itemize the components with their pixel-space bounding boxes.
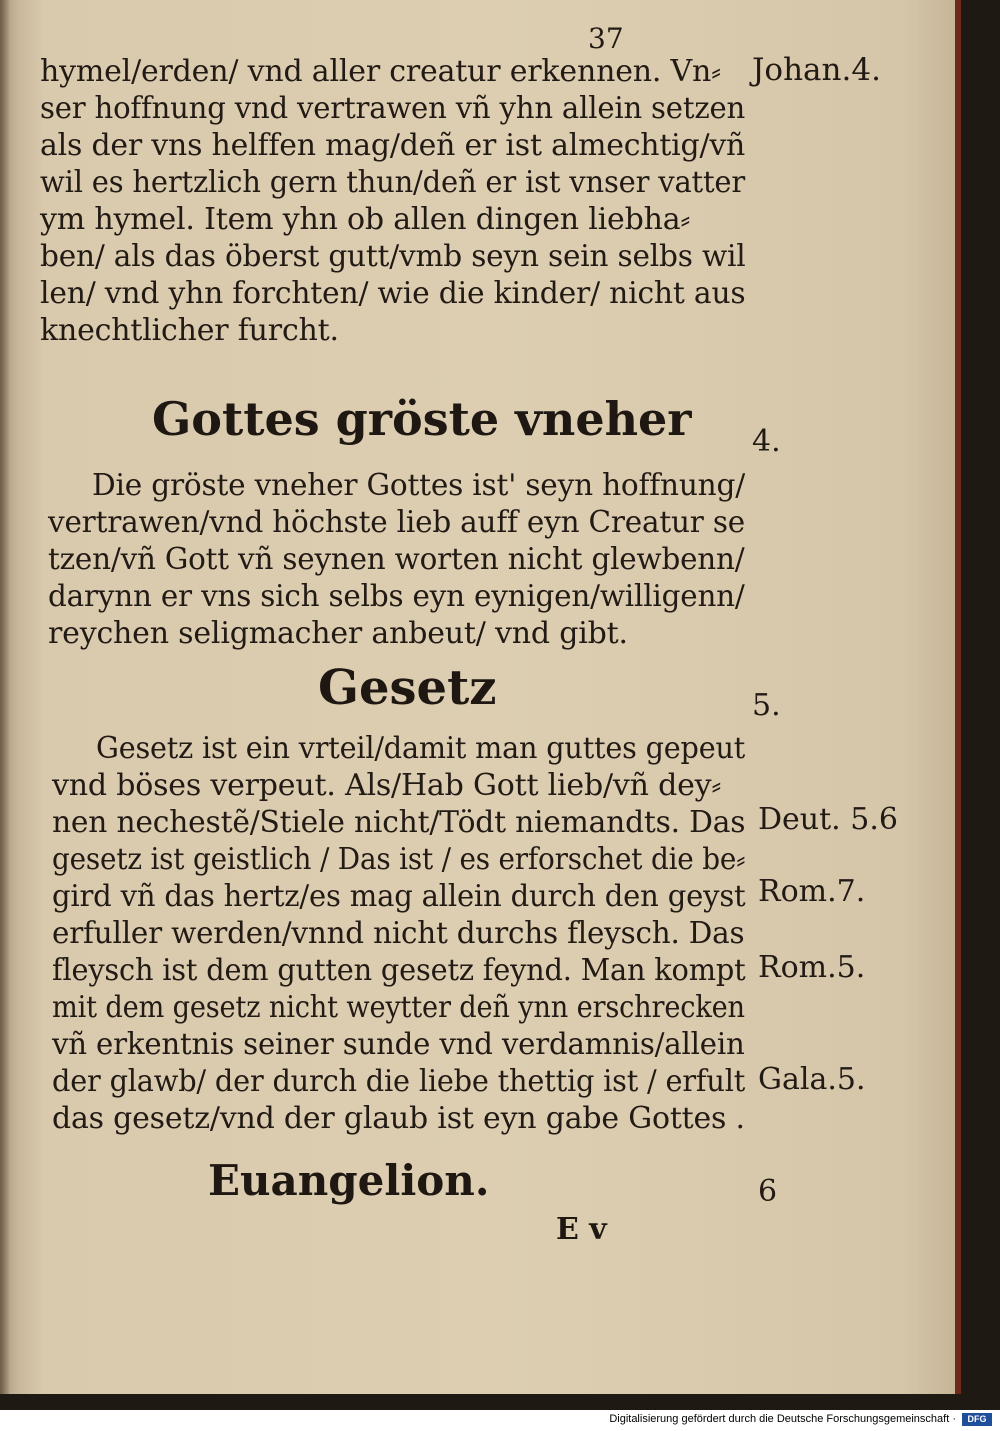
margin-reference-deut: Deut. 5.6 [758, 802, 898, 837]
text-line: reychen seligmacher anbeut/ vnd gibt. [48, 616, 628, 651]
margin-number-6: 6 [758, 1174, 778, 1209]
margin-number-5: 5. [752, 688, 781, 723]
text-line: len/ vnd yhn forchten/ wie die kinder/ nicht aus [40, 276, 746, 311]
text-line: mit dem gesetz nicht weytter deñ ynn erschrecken [52, 990, 745, 1025]
text-line: vñ erkentnis seiner sunde vnd verdamnis/allein [52, 1027, 745, 1062]
text-line: gird vñ das hertz/es mag allein durch den geyst [52, 879, 746, 914]
text-line: Die gröste vneher Gottes ist' seyn hoffnung/ [92, 468, 745, 503]
text-line: erfuller werden/vnnd nicht durchs fleysch. Das [52, 916, 745, 951]
margin-reference-gala: Gala.5. [758, 1062, 866, 1097]
text-line: ben/ als das öberst gutt/vmb seyn sein selbs wil [40, 239, 746, 274]
dfg-logo: DFG [962, 1413, 992, 1426]
text-line: Gesetz ist ein vrteil/damit man guttes gepeut [96, 731, 746, 766]
text-line: ym hymel. Item yhn ob allen dingen liebha⸗ [40, 202, 691, 237]
margin-reference-rom7: Rom.7. [758, 874, 866, 909]
text-line: gesetz ist geistlich / Das ist / es erforschet die be⸗ [52, 842, 746, 877]
section-heading: Gesetz [318, 660, 497, 716]
text-line: wil es hertzlich gern thun/deñ er ist vnser vatter [40, 165, 746, 200]
text-line: ser hoffnung vnd vertrawen vñ yhn allein setzen [40, 91, 746, 126]
text-line: der glawb/ der durch die liebe thettig ist / erfult [52, 1064, 746, 1099]
text-line: darynn er vns sich selbs eyn eynigen/willigenn/ [48, 579, 745, 614]
margin-reference-johan: Johan.4. [752, 52, 881, 88]
text-line: vnd böses verpeut. Als/Hab Gott lieb/vñ dey⸗ [52, 768, 722, 803]
text-line: nen nechestẽ/Stiele nicht/Tödt niemandts. Das [52, 805, 746, 840]
text-line: hymel/erden/ vnd aller creatur erkennen. Vn⸗ [40, 54, 721, 89]
text-line: vertrawen/vnd höchste lieb auff eyn Creatur se [48, 505, 746, 540]
section-heading: Euangelion. [208, 1156, 490, 1205]
page-edge [955, 0, 961, 1394]
margin-number-4: 4. [752, 424, 781, 459]
section-heading: Gottes gröste vneher [152, 392, 692, 446]
text-line: das gesetz/vnd der glaub ist eyn gabe Gottes . [52, 1101, 745, 1136]
digitization-credit: Digitalisierung gefördert durch die Deutsche Forschungsgemeinschaft · [609, 1413, 956, 1425]
text-line: als der vns helffen mag/deñ er ist almechtig/vñ [40, 128, 746, 163]
page-number: 37 [588, 22, 624, 55]
text-line: knechtlicher furcht. [40, 313, 339, 348]
signature-mark: E v [556, 1212, 607, 1247]
margin-reference-rom5: Rom.5. [758, 950, 866, 985]
text-line: tzen/vñ Gott vñ seynen worten nicht glewbenn/ [48, 542, 745, 577]
text-line: fleysch ist dem gutten gesetz feynd. Man kompt [52, 953, 746, 988]
